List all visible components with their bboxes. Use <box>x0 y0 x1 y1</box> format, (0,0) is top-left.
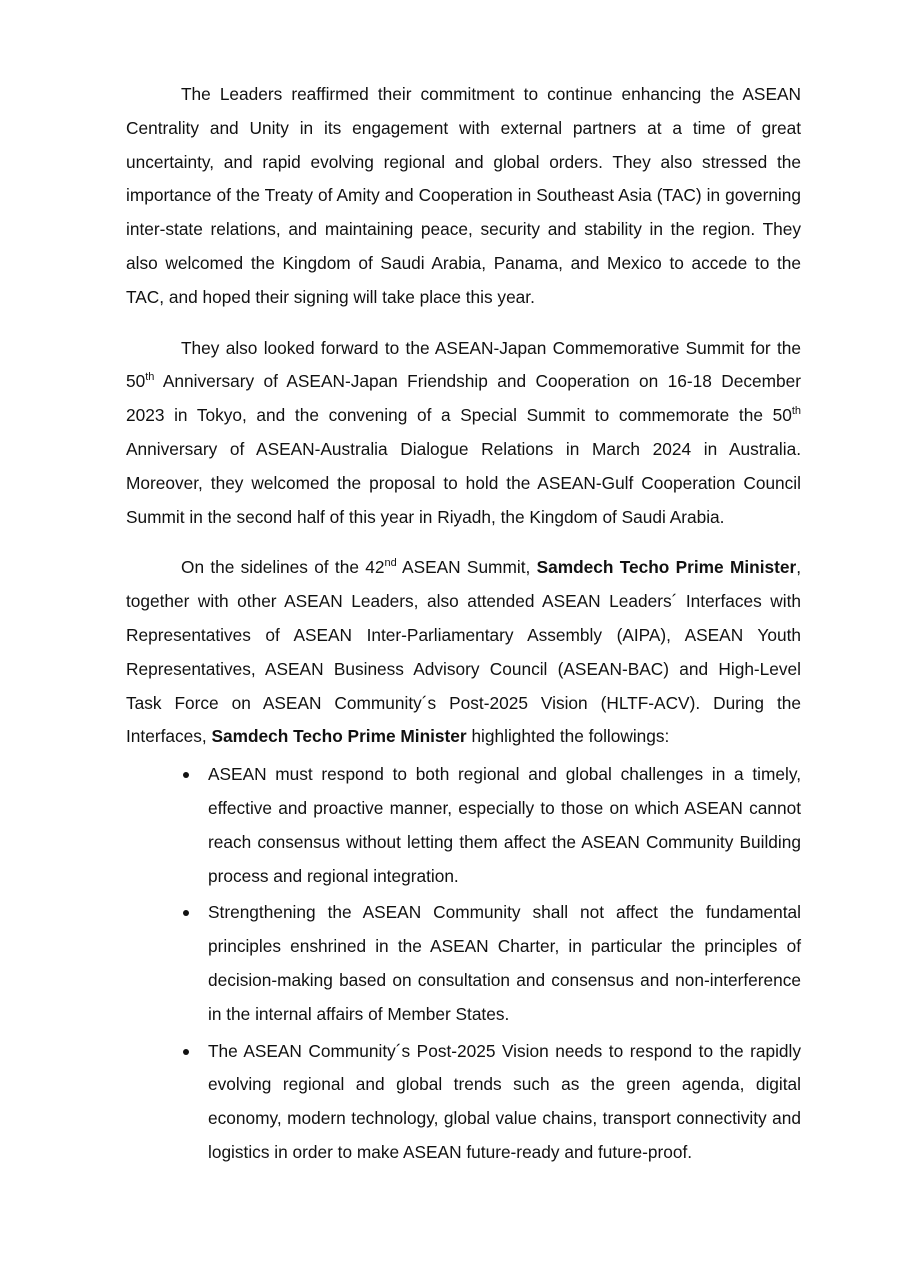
paragraph-tac-commitment: The Leaders reaffirmed their commitment to continue enhancing the ASEAN Centrality and Unity in its engagement with external partners at a time of great uncertainty, and rapid evolving regional and global orders. They also stressed the importance of the Treaty of Amity and Cooperation in Southeast Asia (TAC) in governing inter-state relations, and maintaining peace, security and stability in the region. They also welcomed the Kingdom of Saudi Arabia, Panama, and Mexico to accede to the TAC, and hoped their signing will take place this year. <box>126 84 801 307</box>
p3-text-b: ASEAN Summit, <box>396 557 537 578</box>
bullet-icon <box>183 910 189 916</box>
highlights-list <box>126 758 801 1170</box>
prime-minister-name-2: Samdech Techo Prime Minister <box>211 726 467 747</box>
list-item <box>126 758 801 893</box>
p3-ordinal-suffix: nd <box>384 557 397 570</box>
p2-text-b: Anniversary of ASEAN-Japan Friendship and Cooperation on 16-18 December 2023 in Tokyo, and the convening of a Special Summit to commemorate the 50 <box>126 371 801 426</box>
paragraph-upcoming-summits <box>126 332 801 535</box>
p3-text-c: , together with other ASEAN Leaders, also attended ASEAN Leaders´ Interfaces with Representatives of ASEAN Inter-Parliamentary Assembly (AIPA), ASEAN Youth Representatives, ASEAN Business Advisory Council (ASEAN-BAC) and High-Level Task Force on ASEAN Community´s Post-2025 Vision (HLTF-ACV). During the Interfaces, <box>126 557 802 747</box>
bullet-icon <box>183 772 189 778</box>
list-item-text: ASEAN must respond to both regional and global challenges in a timely, effective and proactive manner, especially to those on which ASEAN cannot reach consensus without letting them affect the ASEAN Community Building process and regional integration. <box>208 764 801 886</box>
list-item <box>126 896 801 1031</box>
p3-text-d: highlighted the followings: <box>466 726 670 747</box>
paragraph-sidelines-interfaces <box>126 551 801 754</box>
p2-ordinal-suffix-2: th <box>791 405 801 418</box>
p2-ordinal-suffix-1: th <box>145 371 155 384</box>
list-item <box>126 1035 801 1170</box>
list-item-text: The ASEAN Community´s Post-2025 Vision needs to respond to the rapidly evolving regional and global trends such as the green agenda, digital economy, modern technology, global value chains, transport connectivity and logistics in order to make ASEAN future-ready and future-proof. <box>208 1040 801 1162</box>
p2-text-c: Anniversary of ASEAN-Australia Dialogue Relations in March 2024 in Australia. Moreover, they welcomed the proposal to hold the ASEAN-Gulf Cooperation Council Summit in the second half of this year in Riyadh, the Kingdom of Saudi Arabia. <box>126 438 801 527</box>
p3-text-a: On the sidelines of the 42 <box>181 557 385 578</box>
document-page <box>126 78 801 1173</box>
p2-text-a: They also looked forward to the ASEAN-Japan Commemorative Summit for the 50 <box>126 337 801 392</box>
prime-minister-name-1: Samdech Techo Prime Minister <box>536 557 797 578</box>
bullet-icon <box>183 1049 189 1055</box>
list-item-text: Strengthening the ASEAN Community shall not affect the fundamental principles enshrined in the ASEAN Charter, in particular the principles of decision-making based on consultation and consensus and non-interference in the internal affairs of Member States. <box>208 902 801 1024</box>
